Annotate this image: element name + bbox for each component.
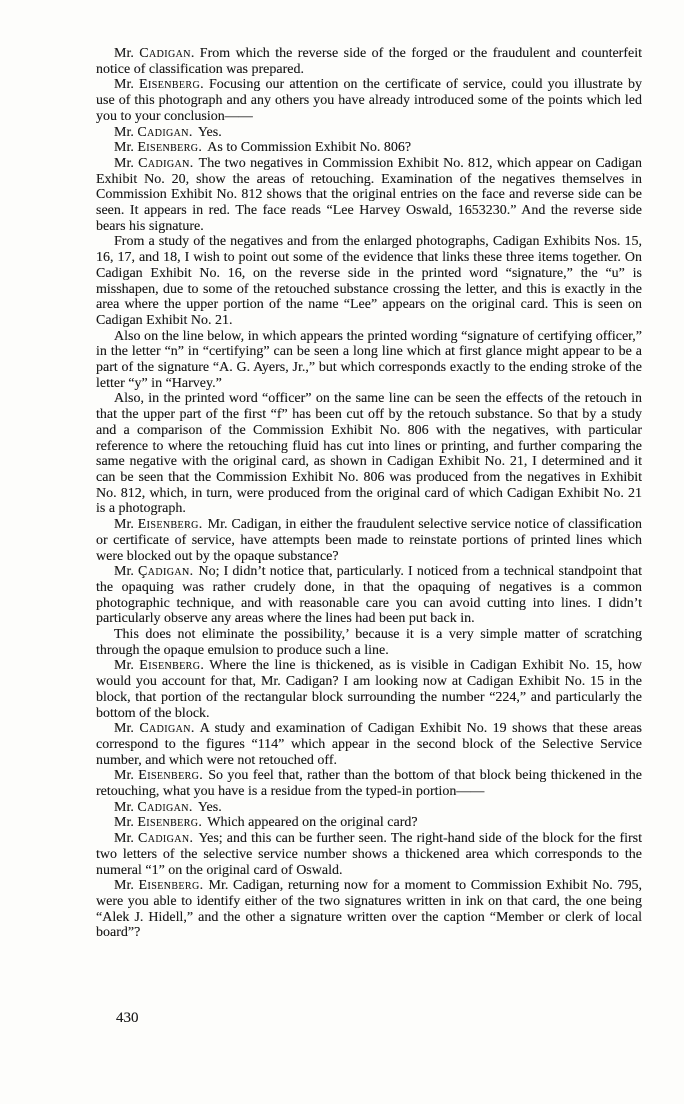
paragraph-text: Yes; and this can be further seen. The right-hand side of the block for the first two letters of the selective service number shows a thickened area which corresponds to the numeral “1” on the original card of Oswald. [96, 831, 643, 878]
speaker-name: Cadigan. [139, 721, 195, 737]
testimony-paragraph [96, 627, 642, 658]
testimony-paragraph [96, 46, 642, 77]
testimony-paragraph [96, 517, 642, 564]
speaker-honorific: Mr. [114, 768, 134, 784]
testimony-paragraph [96, 329, 642, 392]
speaker-honorific: Mr. [114, 140, 134, 156]
testimony-paragraph [96, 768, 642, 799]
paragraph-text: This does not eliminate the possibility,’ because it is a very simple matter of scratching through the opaque emulsion to produce such a line. [96, 627, 642, 658]
speaker-honorific: Mr. [114, 815, 134, 831]
testimony-paragraph [96, 77, 642, 124]
paragraph-text: Also, in the printed word “officer” on the same line can be seen the effects of the retouch in that the upper part of the first “f” has been cut off by the retouch substance. So that by a study and a comparison of the Commission Exhibit No. 806 with the negatives, with particular reference to where the retouching fluid has cut into lines or printing, and further comparing the same negative with the original card, as shown in Cadigan Exhibit No. 21, I determined and it can be seen that the Commission Exhibit No. 806 was produced from the negatives in Exhibit No. 812, which, in turn, were produced from the original card of which Cadigan Exhibit No. 21 is a photograph. [96, 391, 642, 517]
speaker-label [114, 517, 203, 532]
speaker-name: Eisenberg. [137, 517, 203, 533]
speaker-name: Eisenberg. [138, 878, 204, 894]
speaker-label [114, 77, 204, 92]
speaker-name: Eisenberg. [139, 658, 205, 674]
speaker-name: Cadigan. [137, 124, 193, 140]
speaker-label [114, 156, 194, 171]
speaker-honorific: Mr. [114, 517, 134, 533]
paragraph-text: From which the reverse side of the forged or the fraudulent and counterfeit notice of classification was prepared. [96, 46, 642, 77]
paragraph-text: Where the line is thickened, as is visible in Cadigan Exhibit No. 15, how would you account for that, Mr. Cadigan? I am looking now at Cadigan Exhibit No. 15 in the block, that portion of the rectangular block surrounding the number “224,” and particularly the bottom of the block. [96, 658, 643, 721]
speaker-honorific: Mr. [114, 658, 134, 674]
testimony-paragraph [96, 564, 642, 627]
speaker-honorific: Mr. [114, 831, 134, 847]
page-number: 430 [116, 1010, 139, 1026]
speaker-name: Cadigan. [137, 831, 194, 847]
speaker-name: Eisenberg. [137, 140, 203, 156]
speaker-label [114, 658, 204, 673]
speaker-label [114, 831, 193, 846]
testimony-paragraph [96, 831, 642, 878]
testimony-paragraph [96, 391, 642, 517]
testimony-text-block [96, 46, 642, 941]
paragraph-text: Mr. Cadigan, in either the fraudulent selective service notice of classification or certificate of service, have attempts been made to reinstate portions of printed lines which were blocked out by the opaque substance? [96, 517, 643, 564]
testimony-paragraph [96, 156, 642, 235]
paragraph-text: Also on the line below, in which appears the printed wording “signature of certifying officer,” in the letter “n” in “certifying” can be seen a long line which at first glance might appear to be a part of the signature “A. G. Ayers, Jr.,” but which corresponds exactly to the ending stroke of the letter “y” in “Harvey.” [96, 328, 642, 391]
paragraph-text: Focusing our attention on the certificate of service, could you illustrate by use of this photograph and any others you have already introduced some of the points which led you to your conclusion—— [96, 77, 643, 124]
speaker-name: Eisenberg. [138, 768, 204, 784]
speaker-name: Eisenberg. [139, 77, 204, 93]
speaker-name: Cadigan. [138, 155, 194, 171]
paragraph-text: Mr. Cadigan, returning now for a moment to Commission Exhibit No. 795, were you able to identify either of the two signatures written in ink on that card, the one being “Alek J. Hidell,” and the other a signature written over the caption “Member or clerk of local board”? [96, 878, 643, 941]
testimony-paragraph [96, 234, 642, 328]
speaker-name: Eisenberg. [137, 815, 203, 831]
speaker-honorific: Mr. [114, 155, 134, 171]
paragraph-text: Yes. [197, 124, 222, 140]
speaker-label [114, 140, 202, 155]
speaker-honorific: Mr. [114, 721, 134, 737]
speaker-honorific: Mr. [114, 799, 134, 815]
testimony-paragraph [96, 125, 642, 141]
paragraph-text: Yes. [197, 799, 222, 815]
paragraph-text: A study and examination of Cadigan Exhibit No. 19 shows that these areas correspond to the figures “114” which appear in the second block of the Selective Service number, and which were not retouched off. [96, 721, 643, 768]
testimony-paragraph [96, 878, 642, 941]
speaker-label [114, 721, 195, 736]
testimony-paragraph [96, 721, 642, 768]
speaker-label [114, 878, 204, 893]
speaker-name: Cadigan. [139, 46, 195, 61]
speaker-label [114, 815, 202, 830]
speaker-label [114, 564, 193, 579]
speaker-label [114, 768, 203, 783]
testimony-paragraph [96, 800, 642, 816]
paragraph-text: Which appeared on the original card? [207, 815, 418, 831]
paragraph-text: As to Commission Exhibit No. 806? [207, 140, 412, 156]
speaker-honorific: Mr. [114, 124, 134, 140]
paragraph-text: The two negatives in Commission Exhibit No. 812, which appear on Cadigan Exhibit No. 20, show the areas of retouching. Examination of the negatives themselves in Commission Exhibit No. 812 shows that the original entries on the face and reverse side can be seen. It appears in red. The face reads “Lee Harvey Oswald, 1653230.” And the reverse side bears his signature. [96, 155, 643, 234]
speaker-label [114, 125, 193, 140]
testimony-paragraph [96, 815, 642, 831]
speaker-honorific: Mr. [114, 878, 134, 894]
speaker-name: Cadigan. [137, 799, 193, 815]
paragraph-text: No; I didn’t notice that, particularly. I noticed from a technical standpoint that the opaquing was rather crudely done, in that the opaquing of negatives is a common photographic technique, and with reasonable care you can avoid cutting into lines. I didn’t particularly observe any areas where the lines had been put back in. [96, 564, 643, 627]
speaker-honorific: Mr. [114, 46, 134, 61]
testimony-paragraph [96, 658, 642, 721]
speaker-honorific: Mr. [114, 77, 134, 93]
speaker-honorific: Mr. [114, 564, 134, 580]
speaker-label [114, 800, 193, 815]
paragraph-text: So you feel that, rather than the bottom of that block being thickened in the retouching, what you have is a residue from the typed-in portion—— [96, 768, 643, 800]
paragraph-text: From a study of the negatives and from the enlarged photographs, Cadigan Exhibits Nos. 15, 16, 17, and 18, I wish to point out some of the evidence that links these three items together. On Cadigan Exhibit No. 16, on the reverse side in the printed word “signature,” the “u” is misshapen, due to some of the retouched substance crossing the letter, and this is exactly in the area where the upper portion of the name “Lee” appears on the original card. This is seen on Cadigan Exhibit No. 21. [96, 234, 642, 328]
testimony-paragraph [96, 140, 642, 156]
speaker-label [114, 46, 195, 61]
speaker-name: Çadigan. [138, 564, 194, 580]
